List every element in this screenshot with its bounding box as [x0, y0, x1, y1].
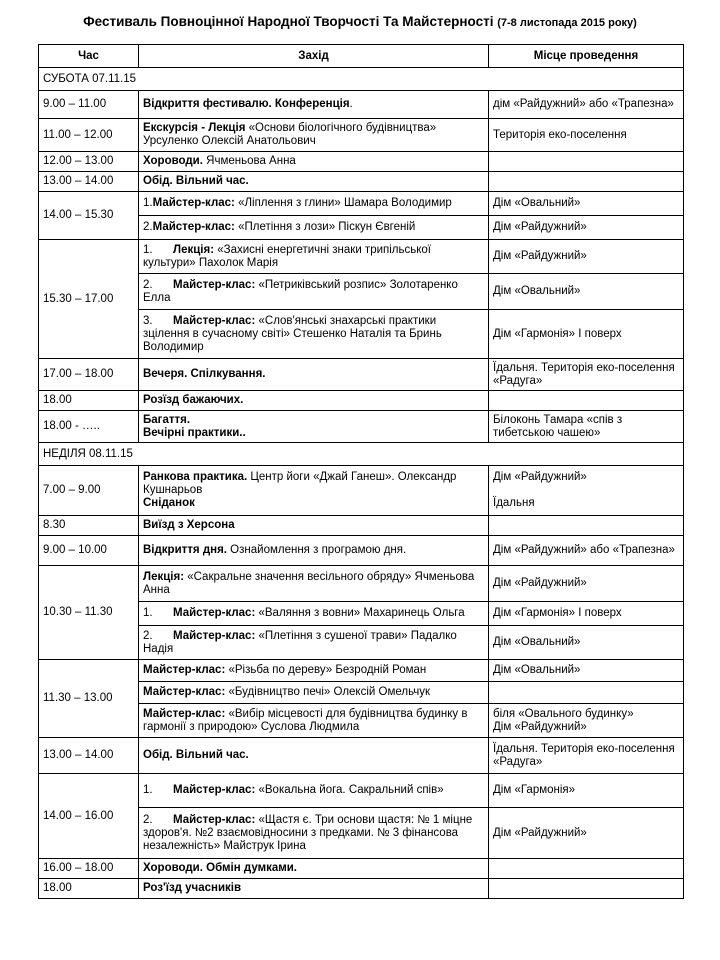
title-text: Фестиваль Повноцінної Народної Творчості Та Майстерності — [83, 14, 494, 29]
place-cell: Територія еко-поселення — [489, 119, 684, 152]
event-cell — [139, 566, 489, 602]
event-cell — [139, 91, 489, 119]
place-cell — [489, 466, 684, 516]
event-title: Обід. Вільний час. — [143, 175, 249, 187]
time-cell: 9.00 – 11.00 — [39, 91, 139, 119]
item-number: 1. — [143, 243, 153, 256]
event-title: Ранкова практика. — [143, 471, 248, 483]
table-row — [39, 774, 684, 808]
event-title: Майстер-клас: — [143, 707, 226, 720]
table-row — [39, 172, 684, 192]
event-cell — [139, 152, 489, 172]
event-text: «Різьба по дереву» Безродній Роман — [225, 664, 427, 676]
event-cell — [139, 859, 489, 879]
event-title: Роз'їзд учасників — [143, 882, 242, 894]
place-cell: дім «Райдужний» або «Трапезна» — [489, 91, 684, 119]
event-text: «Плетіння з лози» Піскун Євгеній — [234, 221, 416, 233]
event-cell — [139, 879, 489, 899]
event-title: Хороводи. — [143, 155, 203, 167]
event-cell — [139, 310, 489, 359]
day-row — [39, 443, 684, 466]
item-number: 1. — [143, 197, 153, 209]
event-cell — [139, 704, 489, 738]
time-cell: 13.00 – 14.00 — [39, 738, 139, 774]
event-title: Майстер-клас: — [173, 813, 256, 826]
time-cell: 11.30 – 13.00 — [39, 660, 139, 738]
table-row — [39, 738, 684, 774]
item-number: 1. — [143, 607, 153, 619]
table-row — [39, 152, 684, 172]
event-title: Вечеря. Спілкування. — [143, 368, 266, 380]
place-text: Дім «Райдужний» — [493, 720, 587, 733]
item-number: 3. — [143, 314, 153, 327]
event-title: Майстер-клас: — [152, 221, 235, 233]
event-text: «Основи біологічного будівництва» Урсуленко Олексій Анатольович — [143, 122, 437, 147]
event-text: «Вокальна йога. Сакральний спів» — [255, 784, 444, 796]
event-title: Сніданок — [143, 497, 195, 509]
event-title: Лекція: — [173, 243, 215, 256]
place-cell — [489, 704, 684, 738]
place-cell: Дім «Райдужний» — [489, 566, 684, 602]
event-cell — [139, 774, 489, 808]
event-cell — [139, 240, 489, 274]
time-cell: 18.00 - ….. — [39, 411, 139, 443]
event-title: Відкриття дня. — [143, 544, 227, 556]
table-row — [39, 119, 684, 152]
event-cell — [139, 682, 489, 704]
place-cell: Їдальня. Територія еко-поселення «Радуга» — [489, 359, 684, 391]
title-dates: (7-8 листопада 2015 року) — [497, 17, 637, 29]
event-cell — [139, 391, 489, 411]
event-title: Майстер-клас: — [152, 197, 235, 209]
header-place: Місце проведення — [489, 45, 684, 68]
event-cell — [139, 274, 489, 310]
event-text: «Плетіння з сушеної трави» Падалко Надія — [143, 629, 457, 655]
item-number: 2. — [143, 278, 153, 291]
event-cell — [139, 738, 489, 774]
time-cell: 7.00 – 9.00 — [39, 466, 139, 516]
day-label-saturday: СУБОТА 07.11.15 — [39, 68, 684, 91]
place-cell — [489, 391, 684, 411]
time-cell: 18.00 — [39, 879, 139, 899]
header-time: Час — [39, 45, 139, 68]
event-title: Багаття. — [143, 413, 191, 426]
table-row — [39, 240, 684, 274]
event-cell — [139, 192, 489, 216]
time-cell: 17.00 – 18.00 — [39, 359, 139, 391]
time-cell: 14.00 – 16.00 — [39, 774, 139, 859]
place-cell: Дім «Овальний» — [489, 274, 684, 310]
event-text: Ознайомлення з програмою дня. — [226, 544, 407, 556]
time-cell: 14.00 – 15.30 — [39, 192, 139, 240]
time-cell: 11.00 – 12.00 — [39, 119, 139, 152]
time-cell: 9.00 – 10.00 — [39, 536, 139, 566]
time-cell: 10.30 – 11.30 — [39, 566, 139, 660]
table-row — [39, 859, 684, 879]
item-number: 2. — [143, 813, 153, 826]
place-cell: Дім «Райдужний» — [489, 216, 684, 240]
event-text: Ячменьова Анна — [202, 155, 296, 167]
time-cell: 13.00 – 14.00 — [39, 172, 139, 192]
place-text: Їдальня — [493, 497, 535, 509]
item-number: 2. — [143, 629, 153, 642]
place-cell: Їдальня. Територія еко-поселення «Радуга» — [489, 738, 684, 774]
event-text: «Будівництво печі» Олексій Омельчук — [225, 686, 431, 698]
event-cell — [139, 411, 489, 443]
item-number: 2. — [143, 221, 153, 233]
table-row — [39, 536, 684, 566]
event-text: «Щастя є. Три основи щастя: № 1 міцне здоров'я. №2 взаємовідносини з предками. № 3 фінансова незалежність» Майструк Ірина — [143, 813, 473, 852]
place-cell: Дім «Гармонія» І поверх — [489, 602, 684, 626]
event-text: «Слов'янські знахарські практики зцілення в сучасному світі» Стешенко Наталія та Бринь Володимир — [143, 314, 442, 353]
place-text: біля «Овального будинку» — [493, 707, 634, 720]
place-cell — [489, 879, 684, 899]
table-row — [39, 566, 684, 602]
event-title: Виїзд з Херсона — [143, 519, 235, 531]
event-title: Відкриття фестивалю. Конференція — [143, 98, 350, 110]
event-text: «Петриківський розпис» Золотаренко Елла — [143, 278, 458, 304]
page-title — [0, 14, 720, 29]
place-cell: Дім «Гармонія» — [489, 774, 684, 808]
event-title: Хороводи. Обмін думками. — [143, 862, 297, 874]
place-cell: Дім «Овальний» — [489, 626, 684, 660]
event-title: Лекція: — [143, 570, 185, 583]
item-number: 1. — [143, 784, 153, 796]
header-event: Захід — [139, 45, 489, 68]
table-row — [39, 91, 684, 119]
place-cell — [489, 172, 684, 192]
table-row — [39, 192, 684, 216]
place-text: Дім «Райдужний» — [493, 471, 587, 483]
event-cell — [139, 359, 489, 391]
time-cell: 18.00 — [39, 391, 139, 411]
place-cell: Дім «Райдужний» — [489, 240, 684, 274]
event-text: . — [349, 98, 353, 110]
day-label-sunday: НЕДІЛЯ 08.11.15 — [39, 443, 684, 466]
event-title: Вечірні практики.. — [143, 426, 246, 439]
event-text: «Сакральне значення весільного обряду» Ячменьова Анна — [143, 570, 475, 596]
time-cell: 12.00 – 13.00 — [39, 152, 139, 172]
event-text: «Захисні енергетичні знаки трипільської культури» Пахолок Марія — [143, 243, 431, 269]
time-cell: 15.30 – 17.00 — [39, 240, 139, 359]
event-title: Майстер-клас: — [143, 664, 226, 676]
day-row — [39, 68, 684, 91]
table-row — [39, 660, 684, 682]
event-cell — [139, 216, 489, 240]
event-title: Майстер-клас: — [173, 278, 256, 291]
table-row — [39, 391, 684, 411]
place-cell: Дім «Райдужний» — [489, 808, 684, 859]
table-row — [39, 411, 684, 443]
event-title: Майстер-клас: — [173, 314, 256, 327]
event-cell — [139, 466, 489, 516]
event-cell — [139, 119, 489, 152]
table-row — [39, 359, 684, 391]
time-cell: 8.30 — [39, 516, 139, 536]
place-cell: Білоконь Тамара «спів з тибетською чашею» — [489, 411, 684, 443]
event-title: Майстер-клас: — [173, 784, 256, 796]
event-cell — [139, 602, 489, 626]
event-title: Розїзд бажаючих. — [143, 394, 244, 406]
time-cell: 16.00 – 18.00 — [39, 859, 139, 879]
event-cell — [139, 536, 489, 566]
event-title: Обід. Вільний час. — [143, 749, 249, 761]
event-text: «Валяння з вовни» Махаринець Ольга — [255, 607, 465, 619]
event-cell — [139, 808, 489, 859]
place-cell — [489, 859, 684, 879]
event-cell — [139, 172, 489, 192]
place-cell — [489, 682, 684, 704]
event-cell — [139, 516, 489, 536]
event-title: Майстер-клас: — [173, 607, 256, 619]
header-row — [39, 45, 684, 68]
event-text: «Вибір місцевості для будівництва будинку в гармонії з природою» Суслова Людмила — [143, 707, 468, 733]
event-cell — [139, 626, 489, 660]
place-cell — [489, 516, 684, 536]
event-title: Майстер-клас: — [173, 629, 256, 642]
event-cell — [139, 660, 489, 682]
table-row — [39, 516, 684, 536]
place-cell — [489, 152, 684, 172]
table-row — [39, 879, 684, 899]
event-text: «Ліплення з глини» Шамара Володимир — [234, 197, 452, 209]
place-cell: Дім «Овальний» — [489, 660, 684, 682]
table-row — [39, 466, 684, 516]
place-cell: Дім «Райдужний» або «Трапезна» — [489, 536, 684, 566]
schedule-table — [38, 44, 684, 899]
event-title: Екскурсія - Лекція — [143, 122, 246, 134]
event-text: Центр йоги «Джай Ганеш». Олександр Кушнарьов — [143, 471, 457, 496]
event-title: Майстер-клас: — [143, 686, 226, 698]
place-cell: Дім «Овальний» — [489, 192, 684, 216]
place-cell: Дім «Гармонія» І поверх — [489, 310, 684, 359]
